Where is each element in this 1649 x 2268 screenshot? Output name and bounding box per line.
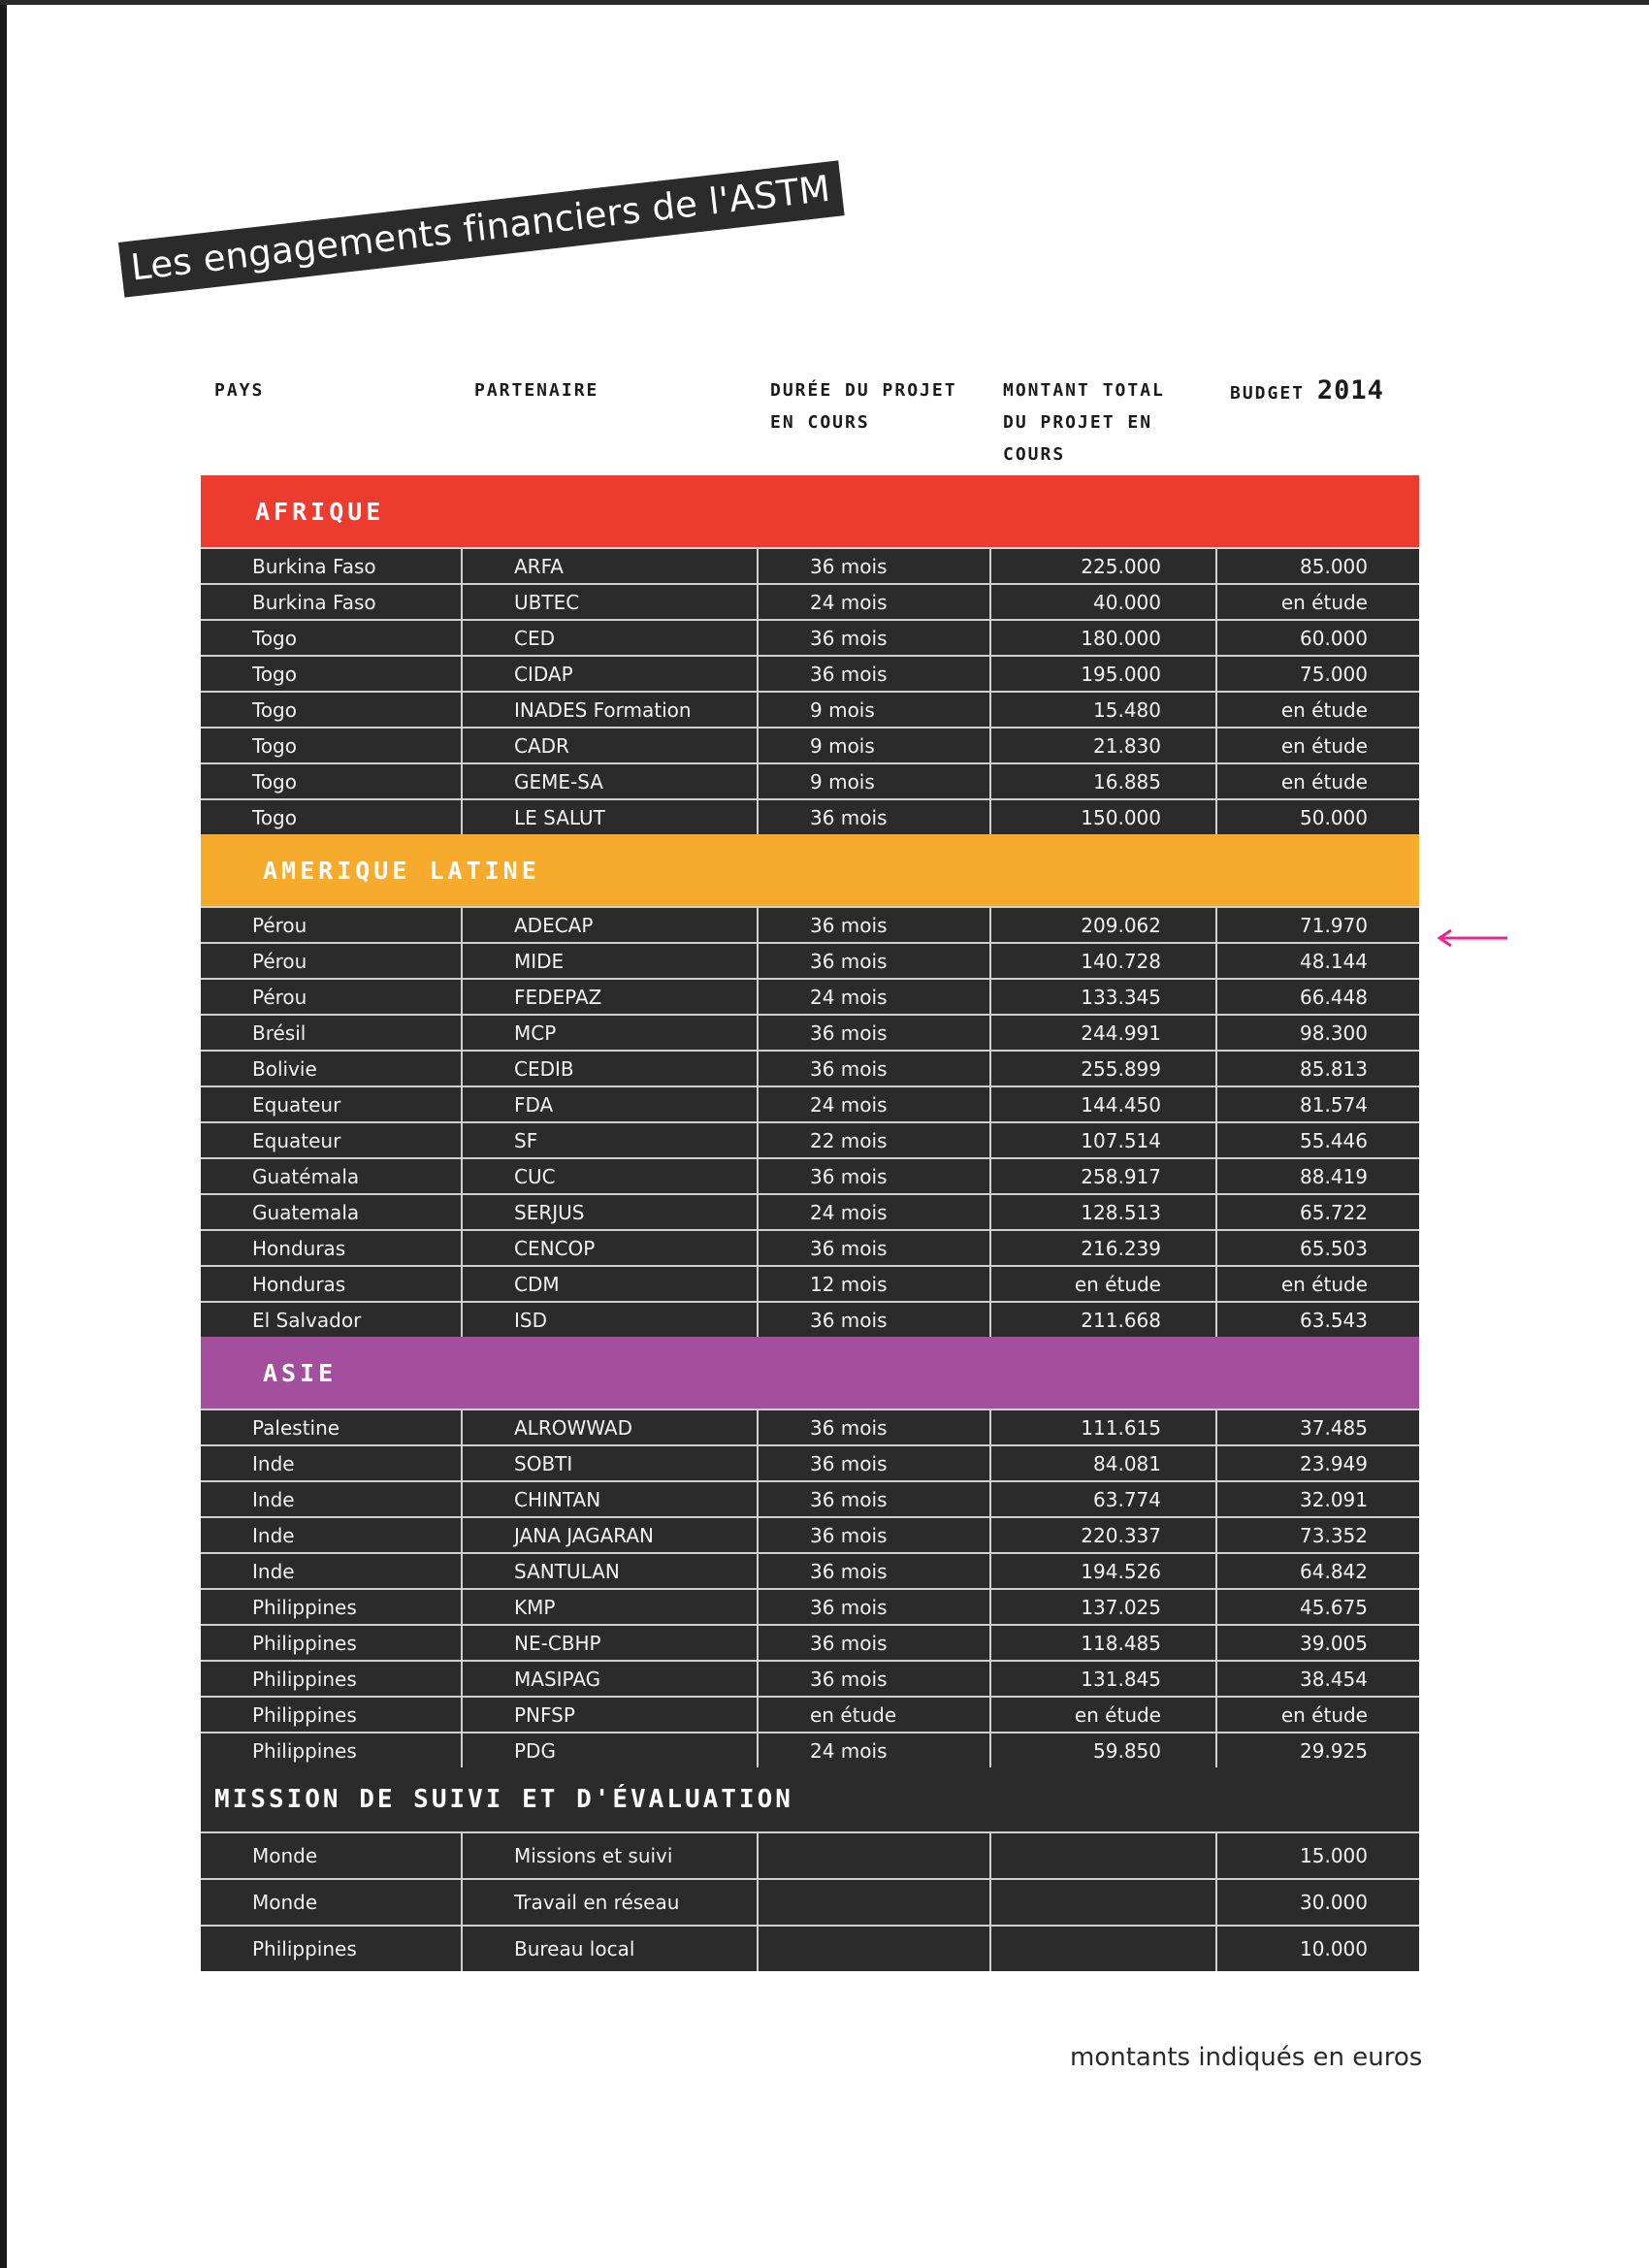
table-row (201, 1301, 1419, 1337)
cell-duree: 12 mois (757, 1267, 989, 1301)
cell-partenaire: SERJUS (461, 1195, 757, 1229)
cell-budget: 66.448 (1215, 980, 1419, 1014)
cell-pays: Guatémala (252, 1164, 360, 1188)
cell-budget: 85.813 (1215, 1052, 1419, 1085)
cell-montant: 137.025 (989, 1590, 1215, 1624)
table-row (201, 1409, 1419, 1444)
cell-budget: 60.000 (1215, 621, 1419, 655)
cell-budget: 10.000 (1215, 1927, 1419, 1971)
cell-montant (989, 1880, 1215, 1925)
cell-pays: Burkina Faso (252, 590, 376, 614)
cell-duree: en étude (757, 1698, 989, 1732)
table-row (201, 1193, 1419, 1229)
cell-montant: 84.081 (989, 1446, 1215, 1480)
cell-partenaire: CENCOP (461, 1231, 757, 1265)
cell-budget: 37.485 (1215, 1410, 1419, 1444)
column-header-budget: BUDGET 2014 (1230, 375, 1384, 405)
cell-pays: Pérou (252, 985, 307, 1009)
table-row (201, 547, 1419, 583)
arrow-annotation-icon (1434, 926, 1511, 950)
cell-pays: Brésil (252, 1021, 307, 1045)
cell-pays: Bolivie (252, 1056, 317, 1081)
cell-pays: Philippines (252, 1738, 357, 1763)
table-row (201, 1444, 1419, 1480)
column-header-pays: PAYS (214, 380, 265, 401)
cell-pays: Equateur (252, 1092, 341, 1117)
cell-duree: 36 mois (757, 1554, 989, 1588)
cell-partenaire: KMP (461, 1590, 757, 1624)
cell-montant: 144.450 (989, 1087, 1215, 1121)
cell-partenaire: UBTEC (461, 585, 757, 619)
cell-pays: Togo (252, 733, 297, 758)
cell-montant: en étude (989, 1698, 1215, 1732)
cell-budget: 64.842 (1215, 1554, 1419, 1588)
cell-duree: 24 mois (757, 1733, 989, 1767)
table-row (201, 691, 1419, 727)
column-header-montant: MONTANT TOTAL DU PROJET EN COURS (1003, 380, 1165, 465)
cell-partenaire: ISD (461, 1303, 757, 1337)
table-row (201, 583, 1419, 619)
section-afrique: AFRIQUE (201, 475, 1419, 547)
cell-partenaire: SANTULAN (461, 1554, 757, 1588)
table-row (201, 619, 1419, 655)
table-row (201, 1085, 1419, 1121)
cell-pays: El Salvador (252, 1308, 362, 1332)
section-afrique-rows (201, 547, 1419, 834)
cell-duree: 9 mois (757, 729, 989, 762)
cell-partenaire: MIDE (461, 944, 757, 978)
cell-duree: 36 mois (757, 1518, 989, 1552)
cell-partenaire: CED (461, 621, 757, 655)
cell-pays: Philippines (252, 1595, 357, 1619)
cell-partenaire: PDG (461, 1733, 757, 1767)
cell-duree: 36 mois (757, 1590, 989, 1624)
cell-partenaire: MASIPAG (461, 1662, 757, 1696)
cell-duree: 36 mois (757, 1662, 989, 1696)
cell-partenaire: JANA JAGARAN (461, 1518, 757, 1552)
cell-partenaire: SF (461, 1123, 757, 1157)
cell-montant: 211.668 (989, 1303, 1215, 1337)
cell-pays: Honduras (252, 1272, 346, 1296)
cell-budget: 45.675 (1215, 1590, 1419, 1624)
table-row (201, 798, 1419, 834)
cell-partenaire: FEDEPAZ (461, 980, 757, 1014)
cell-montant: 107.514 (989, 1123, 1215, 1157)
table-row (201, 906, 1419, 942)
cell-duree: 24 mois (757, 980, 989, 1014)
table-row (201, 1050, 1419, 1085)
cell-budget: en étude (1215, 764, 1419, 798)
cell-pays: Inde (252, 1487, 295, 1511)
table-row (201, 1831, 1419, 1878)
cell-pays: Pérou (252, 913, 307, 937)
cell-partenaire: FDA (461, 1087, 757, 1121)
table-row (201, 978, 1419, 1014)
cell-pays: Philippines (252, 1937, 357, 1960)
page-title: Les engagements financiers de l'ASTM (118, 160, 845, 297)
cell-budget: 50.000 (1215, 800, 1419, 834)
table-row (201, 1121, 1419, 1157)
cell-budget: 65.722 (1215, 1195, 1419, 1229)
cell-partenaire: CDM (461, 1267, 757, 1301)
section-mission-rows (201, 1831, 1419, 1971)
cell-budget: 48.144 (1215, 944, 1419, 978)
table-row (201, 1014, 1419, 1050)
cell-budget: en étude (1215, 585, 1419, 619)
table-row (201, 655, 1419, 691)
cell-montant: 216.239 (989, 1231, 1215, 1265)
cell-pays: Philippines (252, 1631, 357, 1655)
cell-duree (757, 1880, 989, 1925)
section-amerique-rows (201, 906, 1419, 1337)
cell-montant: 150.000 (989, 800, 1215, 834)
cell-budget: en étude (1215, 1698, 1419, 1732)
cell-pays: Monde (252, 1844, 318, 1867)
table-row (201, 762, 1419, 798)
cell-partenaire: PNFSP (461, 1698, 757, 1732)
financial-table (201, 475, 1419, 1971)
table-row (201, 1157, 1419, 1193)
cell-montant: 16.885 (989, 764, 1215, 798)
cell-partenaire: Travail en réseau (461, 1880, 757, 1925)
cell-montant: 209.062 (989, 908, 1215, 942)
cell-pays: Guatemala (252, 1200, 360, 1224)
cell-duree: 9 mois (757, 693, 989, 727)
cell-partenaire: CHINTAN (461, 1482, 757, 1516)
cell-partenaire: Bureau local (461, 1927, 757, 1971)
cell-partenaire: CADR (461, 729, 757, 762)
cell-partenaire: ALROWWAD (461, 1410, 757, 1444)
cell-duree: 22 mois (757, 1123, 989, 1157)
table-row (201, 1480, 1419, 1516)
table-row (201, 1624, 1419, 1660)
cell-montant (989, 1927, 1215, 1971)
table-row (201, 1516, 1419, 1552)
cell-budget: 39.005 (1215, 1626, 1419, 1660)
cell-montant: 195.000 (989, 657, 1215, 691)
cell-montant: 244.991 (989, 1016, 1215, 1050)
cell-pays: Togo (252, 662, 297, 686)
cell-duree (757, 1833, 989, 1878)
cell-budget: 75.000 (1215, 657, 1419, 691)
cell-duree: 36 mois (757, 1410, 989, 1444)
cell-budget: 29.925 (1215, 1733, 1419, 1767)
cell-budget: 55.446 (1215, 1123, 1419, 1157)
cell-duree: 36 mois (757, 1446, 989, 1480)
cell-duree: 36 mois (757, 800, 989, 834)
cell-montant: 128.513 (989, 1195, 1215, 1229)
table-row (201, 1229, 1419, 1265)
footnote: montants indiqués en euros (1070, 2043, 1423, 2072)
cell-partenaire: CUC (461, 1159, 757, 1193)
section-amerique-latine: AMERIQUE LATINE (201, 834, 1419, 906)
cell-budget: 65.503 (1215, 1231, 1419, 1265)
table-row (201, 727, 1419, 762)
cell-montant: 21.830 (989, 729, 1215, 762)
cell-budget: 73.352 (1215, 1518, 1419, 1552)
cell-montant: 15.480 (989, 693, 1215, 727)
cell-partenaire: LE SALUT (461, 800, 757, 834)
cell-montant: 180.000 (989, 621, 1215, 655)
table-row (201, 1552, 1419, 1588)
cell-montant: 118.485 (989, 1626, 1215, 1660)
column-header-partenaire: PARTENAIRE (474, 380, 599, 401)
cell-montant: 225.000 (989, 549, 1215, 583)
column-header-duree: DURÉE DU PROJET EN COURS (770, 380, 957, 433)
cell-duree: 36 mois (757, 621, 989, 655)
cell-duree: 36 mois (757, 1159, 989, 1193)
cell-montant (989, 1833, 1215, 1878)
cell-duree: 24 mois (757, 585, 989, 619)
cell-montant: 255.899 (989, 1052, 1215, 1085)
cell-duree: 36 mois (757, 908, 989, 942)
scan-edge-top (0, 0, 1649, 5)
cell-budget: 71.970 (1215, 908, 1419, 942)
cell-pays: Inde (252, 1523, 295, 1547)
table-row (201, 942, 1419, 978)
cell-partenaire: ARFA (461, 549, 757, 583)
cell-montant: 194.526 (989, 1554, 1215, 1588)
cell-pays: Togo (252, 769, 297, 794)
section-asie-rows (201, 1409, 1419, 1767)
cell-montant: 133.345 (989, 980, 1215, 1014)
cell-pays: Inde (252, 1451, 295, 1475)
cell-partenaire: NE-CBHP (461, 1626, 757, 1660)
cell-pays: Equateur (252, 1128, 341, 1152)
cell-budget: 98.300 (1215, 1016, 1419, 1050)
cell-budget: en étude (1215, 729, 1419, 762)
cell-budget: 32.091 (1215, 1482, 1419, 1516)
table-row (201, 1878, 1419, 1925)
cell-montant: 258.917 (989, 1159, 1215, 1193)
cell-pays: Togo (252, 805, 297, 829)
cell-montant: 59.850 (989, 1733, 1215, 1767)
section-asie: ASIE (201, 1337, 1419, 1409)
cell-budget: en étude (1215, 693, 1419, 727)
cell-pays: Monde (252, 1891, 318, 1914)
cell-pays: Palestine (252, 1415, 340, 1440)
cell-budget: 63.543 (1215, 1303, 1419, 1337)
cell-duree: 36 mois (757, 1231, 989, 1265)
cell-budget: 38.454 (1215, 1662, 1419, 1696)
cell-partenaire: ADECAP (461, 908, 757, 942)
cell-partenaire: INADES Formation (461, 693, 757, 727)
table-row (201, 1696, 1419, 1732)
cell-budget: 23.949 (1215, 1446, 1419, 1480)
table-row (201, 1588, 1419, 1624)
cell-pays: Togo (252, 697, 297, 722)
cell-budget: 15.000 (1215, 1833, 1419, 1878)
table-row (201, 1732, 1419, 1767)
cell-duree: 36 mois (757, 1482, 989, 1516)
table-row (201, 1265, 1419, 1301)
cell-partenaire: GEME-SA (461, 764, 757, 798)
cell-pays: Inde (252, 1559, 295, 1583)
cell-duree: 36 mois (757, 549, 989, 583)
cell-duree: 36 mois (757, 1303, 989, 1337)
cell-duree: 36 mois (757, 1626, 989, 1660)
cell-budget: 88.419 (1215, 1159, 1419, 1193)
cell-montant: en étude (989, 1267, 1215, 1301)
cell-pays: Togo (252, 626, 297, 650)
cell-partenaire: MCP (461, 1016, 757, 1050)
cell-partenaire: CIDAP (461, 657, 757, 691)
table-row (201, 1925, 1419, 1971)
cell-duree: 9 mois (757, 764, 989, 798)
cell-partenaire: CEDIB (461, 1052, 757, 1085)
cell-montant: 140.728 (989, 944, 1215, 978)
cell-montant: 40.000 (989, 585, 1215, 619)
cell-duree: 36 mois (757, 1016, 989, 1050)
section-mission: MISSION DE SUIVI ET D'ÉVALUATION (201, 1767, 1419, 1831)
cell-duree: 36 mois (757, 944, 989, 978)
cell-montant: 220.337 (989, 1518, 1215, 1552)
cell-duree: 36 mois (757, 657, 989, 691)
cell-montant: 131.845 (989, 1662, 1215, 1696)
cell-pays: Philippines (252, 1702, 357, 1727)
cell-montant: 111.615 (989, 1410, 1215, 1444)
cell-budget: 85.000 (1215, 549, 1419, 583)
cell-budget: 30.000 (1215, 1880, 1419, 1925)
cell-montant: 63.774 (989, 1482, 1215, 1516)
cell-budget: 81.574 (1215, 1087, 1419, 1121)
cell-partenaire: Missions et suivi (461, 1833, 757, 1878)
cell-duree: 36 mois (757, 1052, 989, 1085)
scan-edge-left (0, 0, 7, 2268)
table-row (201, 1660, 1419, 1696)
cell-duree (757, 1927, 989, 1971)
cell-pays: Pérou (252, 949, 307, 973)
cell-pays: Honduras (252, 1236, 346, 1260)
cell-pays: Burkina Faso (252, 554, 376, 578)
cell-partenaire: SOBTI (461, 1446, 757, 1480)
cell-budget: en étude (1215, 1267, 1419, 1301)
cell-duree: 24 mois (757, 1195, 989, 1229)
cell-duree: 24 mois (757, 1087, 989, 1121)
cell-pays: Philippines (252, 1667, 357, 1691)
